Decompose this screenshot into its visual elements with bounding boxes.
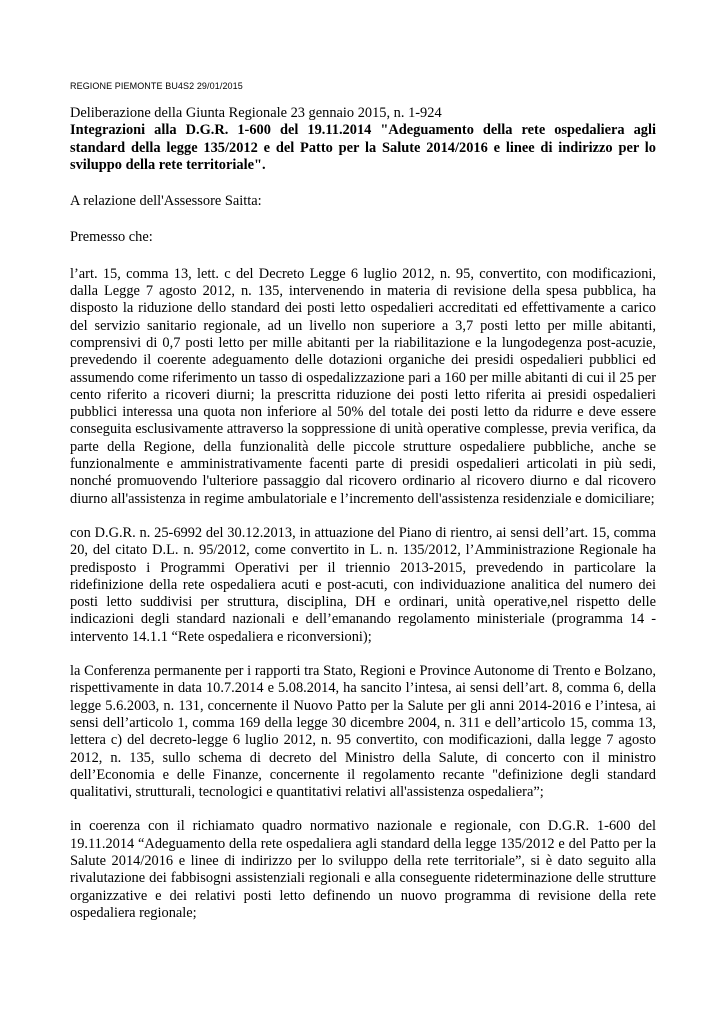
paragraph: con D.G.R. n. 25-6992 del 30.12.2013, in attuazione del Piano di rientro, ai sensi dell’art. 15, comma 20, del citato D.L. n. 95/2012, come convertito in L. n. 135/2012, l’Amministrazione Regionale ha predisposto i Programmi Operativi per il triennio 2013-2015, prevedendo in particolare la ridefinizione della rete ospedaliera acuti e post-acuti, con individuazione analitica del numero dei posti letto suddivisi per struttura, disciplina, DH e ordinari, unità operative,nel rispetto delle indicazioni degli standard nazionali e dell’emanando regolamento ministeriale (programma 14 - intervento 14.1.1 “Rete ospedaliera e riconversioni); [70,524,656,645]
premise-line: Premesso che: [70,229,153,246]
paragraph: la Conferenza permanente per i rapporti tra Stato, Regioni e Province Autonome di Trento e Bolzano, rispettivamente in data 10.7.2014 e 5.08.2014, ha sancito l’intesa, ai sensi dell’art. 8, comma 6, della legge 5.6.2003, n. 131, concernente il Nuovo Patto per la Salute per gli anni 2014-2016 e l’intesa, ai sensi dell’articolo 1, comma 169 della legge 30 dicembre 2004, n. 311 e dell’articolo 15, comma 13, lettera c) del decreto-legge 6 luglio 2012, n. 95 convertito, con modificazioni, dalla legge 7 agosto 2012, n. 135, sullo schema di decreto del Ministro della Salute, di concerto con il ministro dell’Economia e delle Finanze, concernente il regolamento recante "definizione degli standard qualitativi, strutturali, tecnologici e quantitativi relativi all'assistenza ospedaliera”; [70,663,656,801]
gazette-reference: REGIONE PIEMONTE BU4S2 29/01/2015 [70,81,243,91]
document-body [70,105,656,922]
deliberation-title: Integrazioni alla D.G.R. 1-600 del 19.11.2014 "Adeguamento della rete ospedaliera agli standard della legge 135/2012 e del Patto per la Salute 2014/2016 e linee di indirizzo per lo sviluppo della rete territoriale". [70,122,656,173]
deliberation-heading: Deliberazione della Giunta Regionale 23 gennaio 2015, n. 1-924 [70,105,442,121]
rapporteur-line: A relazione dell'Assessore Saitta: [70,193,262,210]
paragraph: in coerenza con il richiamato quadro normativo nazionale e regionale, con D.G.R. 1-600 del 19.11.2014 “Adeguamento della rete ospedaliera agli standard della legge 135/2012 e del Patto per la Salute 2014/2016 e linee di indirizzo per lo sviluppo della rete territoriale”, si è dato seguito alla rivalutazione dei fabbisogni assistenziali regionali e alla conseguente rideterminazione delle strutture organizzative e dei relativi posti letto definendo un nuovo programma di revisione della rete ospedaliera regionale; [70,818,656,921]
paragraph: l’art. 15, comma 13, lett. c del Decreto Legge 6 luglio 2012, n. 95, convertito, con modificazioni, dalla Legge 7 agosto 2012, n. 135, intervenendo in materia di revisione della spesa pubblica, ha disposto la riduzione dello standard dei posti letto ospedalieri accreditati ed effettivamente a carico del servizio sanitario regionale, ad un livello non superiore a 3,7 posti letto per mille abitanti, comprensivi di 0,7 posti letto per mille abitanti per la riabilitazione e la lungodegenza post-acuzie, prevedendo il coerente adeguamento delle dotazioni organiche dei presidi ospedalieri pubblici ed assumendo come riferimento un tasso di ospedalizzazione pari a 160 per mille abitanti di cui il 25 per cento riferito a ricoveri diurni; la prescritta riduzione dei posti letto riferita ai presidi ospedalieri pubblici interessa una quota non inferiore al 50% del totale dei posti letto da ridurre e deve essere conseguita esclusivamente attraverso la soppressione di unità operative complesse, previa verifica, da parte della Regione, della funzionalità delle piccole strutture ospedaliere pubbliche, anche se funzionalmente e amministrativamente facenti parte di presidi ospedalieri articolati in più sedi, nonché promuovendo l'ulteriore passaggio dal ricovero ordinario al ricovero diurno e dal ricovero diurno all'assistenza in regime ambulatoriale e l’incremento dell'assistenza residenziale e domiciliare; [70,265,656,507]
